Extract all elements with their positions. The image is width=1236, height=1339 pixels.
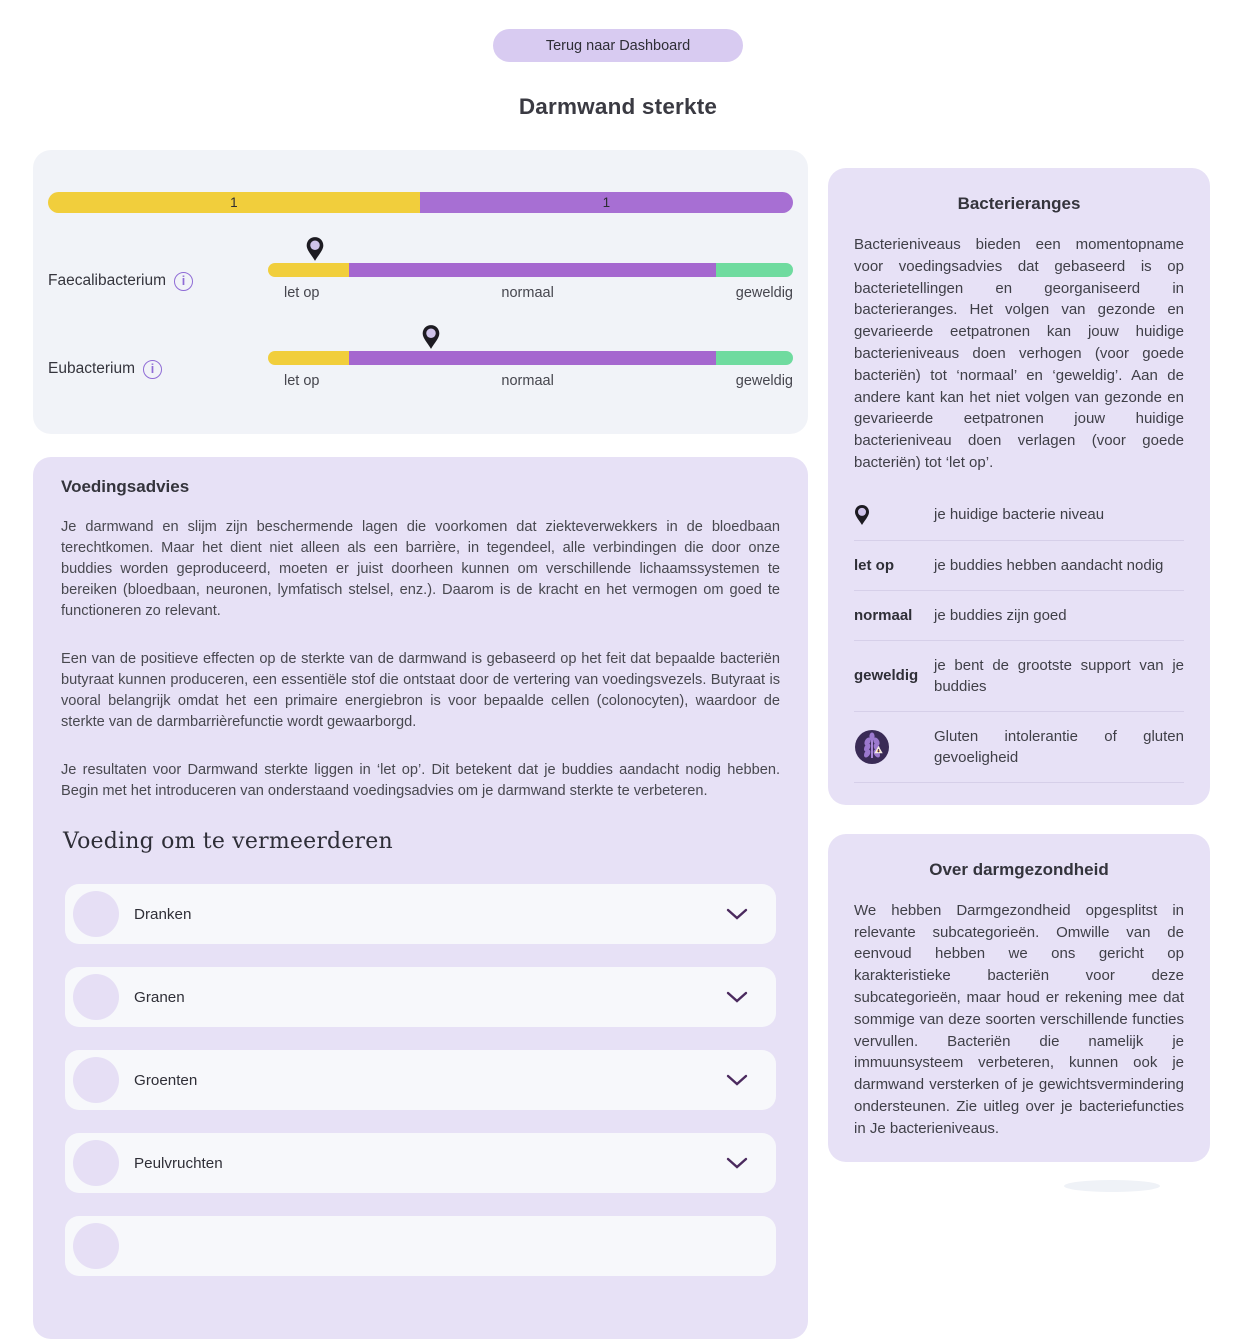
legend-row-normaal	[854, 591, 1184, 641]
legend-row-gluten	[854, 712, 1184, 783]
advice-paragraph-2: Een van de positieve effecten op de sterkte van de darmwand is gebaseerd op het feit dat bepaalde bacteriën butyraat kunnen produceren, een essentiële stof die ontstaat door de vertering van voedingsvezels. Butyraat is vooral belangrijk omdat het een primaire energiebron is voor bepaalde cellen (colonocyten), waardoor de sterkte van de darmbarrièrefunctie wordt gewaarborgd.	[61, 651, 780, 730]
summary-segment-normaal: 1	[420, 192, 793, 213]
food-image-placeholder	[73, 1057, 119, 1103]
zone-geweldig	[716, 351, 793, 365]
over-darmgezondheid-panel	[828, 834, 1210, 1162]
range-labels	[268, 373, 793, 389]
range-label-geweldig: geweldig	[735, 285, 793, 301]
over-darmgezondheid-title: Over darmgezondheid	[929, 859, 1109, 879]
main-columns	[0, 150, 1236, 1339]
food-label: Groenten	[134, 1071, 198, 1089]
range-label-geweldig: geweldig	[735, 373, 793, 389]
range-labels	[268, 285, 793, 301]
legend-term: let op	[854, 556, 894, 574]
food-label: Granen	[134, 988, 185, 1006]
bacteria-name	[48, 327, 268, 389]
chevron-down-icon[interactable]	[726, 1074, 748, 1086]
legend-desc: je huidige bacterie niveau	[934, 506, 1105, 524]
advice-paragraph-1: Je darmwand en slijm zijn beschermende lagen die voorkomen dat ziekteverwekkers in de bloedbaan terechtkomen. Maar het dient niet alleen als een barrière, in tegendeel, alle verbindingen die door onze buddies worden geproduceerd, moeten er juist doorheen kunnen om verschillende lichaamssystemen te bereiken (bloedbaan, neuronen, lymfatisch stelsel, enz.). Daarom is de kracht en het vermogen om goed te functioneren zo relevant.	[61, 519, 780, 619]
accordion-item-peulvruchten[interactable]	[65, 1133, 776, 1193]
food-image-placeholder	[73, 974, 119, 1020]
legend-row-geweldig	[854, 641, 1184, 712]
zone-let-op	[268, 263, 349, 277]
legend-row-current-level	[854, 490, 1184, 541]
bacteria-name	[48, 239, 268, 301]
zone-geweldig	[716, 263, 793, 277]
summary-segment-let-op: 1	[48, 192, 420, 213]
ranges-legend	[854, 490, 1184, 783]
zone-let-op	[268, 351, 349, 365]
legend-desc: Gluten intolerantie of gluten gevoeligheid	[934, 727, 1184, 766]
current-level-pin-icon	[421, 324, 440, 350]
accordion-item-granen[interactable]	[65, 967, 776, 1027]
zone-normaal	[349, 351, 717, 365]
over-darmgezondheid-body: We hebben Darmgezondheid opgesplitst in relevante subcategorieën. Omwille van de eenvoud hebben we ons gericht op karakteristieke bacteriën voor deze subcategorieën, maar houd er rekening mee dat sommige van deze soorten verschillende functies vervullen. Bacteriën die namelijk je immuunsysteem verbeteren, kunnen ook je darmwand versterken of je gewichtsvermindering ondersteunen. Zie uitleg over je bacteriefuncties in Je bacterieniveaus.	[854, 901, 1184, 1137]
foods-to-increase-heading: Voeding om te vermeerderen	[63, 829, 393, 854]
bacteria-name-label: Eubacterium	[48, 360, 136, 377]
decorative-shadow	[1064, 1180, 1160, 1192]
legend-desc: je buddies hebben aandacht nodig	[934, 556, 1164, 574]
food-image-placeholder	[73, 891, 119, 937]
summary-distribution-bar	[48, 192, 793, 213]
bacteria-range-bar-wrap	[268, 327, 793, 389]
legend-row-let-op	[854, 541, 1184, 591]
page-header	[0, 0, 1236, 120]
left-column	[33, 150, 808, 1339]
chevron-down-icon[interactable]	[726, 991, 748, 1003]
food-image-placeholder	[73, 1223, 119, 1269]
legend-desc: je buddies zijn goed	[934, 606, 1067, 624]
gluten-icon	[854, 729, 934, 765]
voedingsadvies-panel	[33, 457, 808, 1339]
range-label-let-op: let op	[284, 373, 320, 389]
bacterieranges-title: Bacterieranges	[957, 194, 1081, 213]
info-icon[interactable]: i	[174, 272, 193, 291]
bacteria-levels-panel	[33, 150, 808, 434]
voedingsadvies-heading: Voedingsadvies	[61, 477, 190, 496]
zone-normaal	[349, 263, 717, 277]
legend-term: geweldig	[854, 667, 919, 685]
chevron-down-icon[interactable]	[726, 908, 748, 920]
info-icon[interactable]: i	[143, 360, 162, 379]
accordion-item-groenten[interactable]	[65, 1050, 776, 1110]
legend-desc: je bent de grootste support van je buddies	[934, 656, 1184, 695]
right-column	[828, 168, 1210, 1192]
bacteria-name-label: Faecalibacterium	[48, 272, 167, 289]
chevron-down-icon[interactable]	[726, 1157, 748, 1169]
bacterieranges-panel	[828, 168, 1210, 805]
range-label-let-op: let op	[284, 285, 320, 301]
accordion-item-partial[interactable]	[65, 1216, 776, 1276]
food-label: Dranken	[134, 905, 192, 923]
bacteria-range-bar	[268, 351, 793, 365]
range-label-normaal: normaal	[501, 373, 554, 389]
back-to-dashboard-button[interactable]: Terug naar Dashboard	[493, 29, 743, 62]
pin-icon	[854, 504, 934, 526]
bacterieranges-body: Bacterieniveaus bieden een momentopname voor voedingsadvies dat gebaseerd is op bacterietellingen en georganiseerd in bacterieranges. Het volgen van gezonde en gevarieerde eetpatronen kan jouw huidige bacterieniveaus doen verhogen (voor goede bacteriën) tot ‘normaal’ en ‘geweldig’. Aan de andere kant kan het niet volgen van gezonde en gevarieerde eetpatronen jouw huidige bacterieniveau doen verlagen (voor goede bacteriën) tot ‘let op’.	[854, 236, 1184, 471]
current-level-pin-icon	[306, 236, 325, 262]
accordion-item-dranken[interactable]	[65, 884, 776, 944]
page-title: Darmwand sterkte	[518, 94, 718, 119]
legend-term: normaal	[854, 606, 913, 624]
bacteria-range-bar	[268, 263, 793, 277]
food-image-placeholder	[73, 1140, 119, 1186]
bacteria-row-faecalibacterium	[48, 239, 793, 301]
bacteria-row-eubacterium	[48, 327, 793, 389]
range-label-normaal: normaal	[501, 285, 554, 301]
bacteria-range-bar-wrap	[268, 239, 793, 301]
food-label: Peulvruchten	[134, 1154, 223, 1172]
advice-paragraph-3: Je resultaten voor Darmwand sterkte liggen in ‘let op’. Dit betekent dat je buddies aandacht nodig hebben. Begin met het introduceren van onderstaand voedingsadvies om je darmwand sterkte te verbeteren.	[61, 762, 780, 799]
